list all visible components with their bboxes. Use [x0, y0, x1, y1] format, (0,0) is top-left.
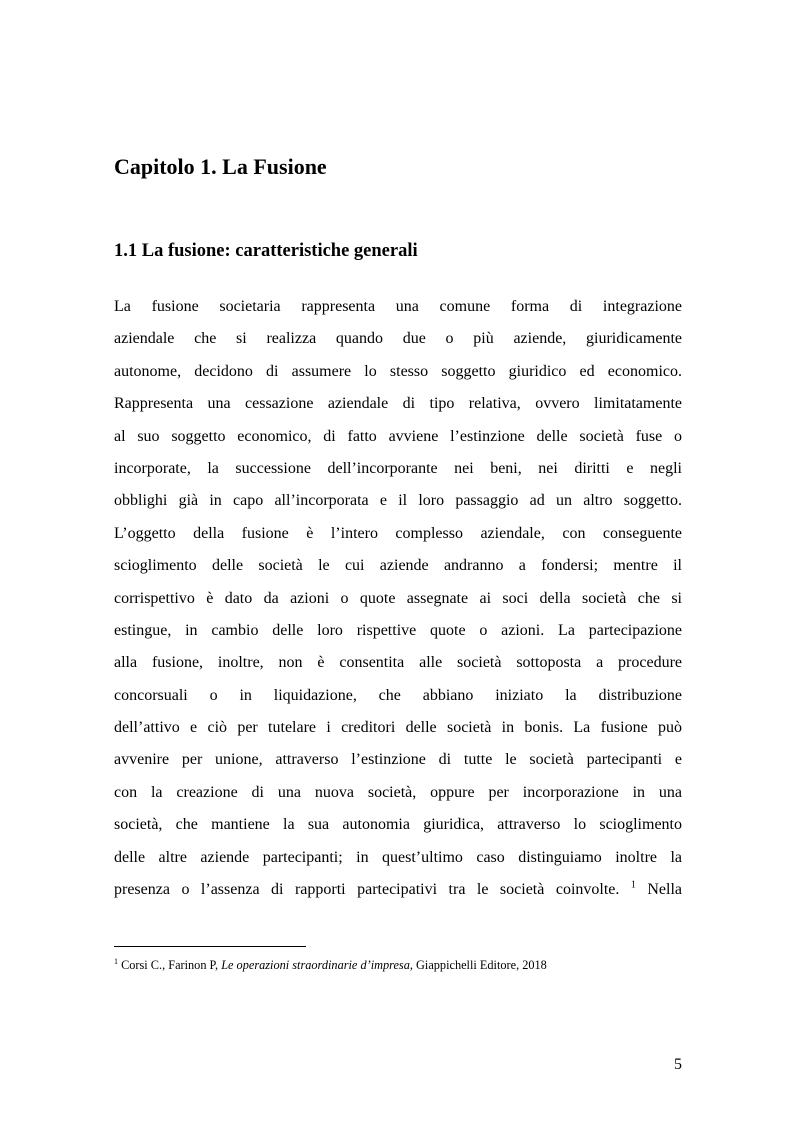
body-line: L’oggetto della fusione è l’intero complesso aziendale, con conseguente	[114, 524, 682, 542]
body-line: estingue, in cambio delle loro rispettive quote o azioni. La partecipazione	[114, 621, 682, 639]
body-line: al suo soggetto economico, di fatto avviene l’estinzione delle società fuse o	[114, 427, 682, 445]
footnote-authors: Corsi C., Farinon P,	[121, 958, 219, 972]
body-line: La fusione societaria rappresenta una comune forma di integrazione	[114, 298, 682, 315]
chapter-title: Capitolo 1. La Fusione	[114, 154, 327, 179]
body-line-text: presenza o l’assenza di rapporti partecipativi tra le società coinvolte.	[114, 881, 620, 899]
body-line: Rappresenta una cessazione aziendale di tipo relativa, ovvero limitatamente	[114, 395, 682, 413]
body-paragraph	[114, 291, 682, 906]
body-line: delle altre aziende partecipanti; in quest’ultimo caso distinguiamo inoltre la	[114, 848, 682, 866]
body-line: società, che mantiene la sua autonomia giuridica, attraverso lo scioglimento	[114, 816, 682, 834]
page-number: 5	[674, 1056, 682, 1073]
footnote-separator	[114, 946, 306, 947]
body-line: dell’attivo e ciò per tutelare i creditori delle società in bonis. La fusione può	[114, 719, 682, 737]
body-line: obblighi già in capo all’incorporata e il loro passaggio ad un altro soggetto.	[114, 492, 682, 510]
body-line: incorporate, la successione dell’incorporante nei beni, nei diritti e negli	[114, 459, 682, 477]
body-line: concorsuali o in liquidazione, che abbiano iniziato la distribuzione	[114, 686, 682, 704]
body-line-text: Nella	[647, 881, 683, 899]
body-line: autonome, decidono di assumere lo stesso soggetto giuridico ed economico.	[114, 362, 682, 380]
section-title: 1.1 La fusione: caratteristiche generali	[114, 241, 418, 261]
body-line: alla fusione, inoltre, non è consentita alle società sottoposta a procedure	[114, 654, 682, 672]
body-line: corrispettivo è dato da azioni o quote assegnate ai soci della società che si	[114, 589, 682, 607]
footnote-title: Le operazioni straordinarie d’impresa,	[221, 958, 413, 972]
footnote	[114, 956, 547, 974]
footnote-publisher: Giappichelli Editore, 2018	[416, 958, 547, 972]
body-line: avvenire per unione, attraverso l’estinzione di tutte le società partecipanti e	[114, 751, 682, 769]
body-line: scioglimento delle società le cui aziende andranno a fondersi; mentre il	[114, 557, 682, 575]
footnote-reference[interactable]: 1	[630, 879, 636, 891]
body-line: aziendale che si realizza quando due o più aziende, giuridicamente	[114, 330, 682, 348]
body-line-with-footnote	[114, 874, 682, 906]
footnote-marker: 1	[114, 956, 118, 966]
body-line: con la creazione di una nuova società, oppure per incorporazione in una	[114, 783, 682, 801]
